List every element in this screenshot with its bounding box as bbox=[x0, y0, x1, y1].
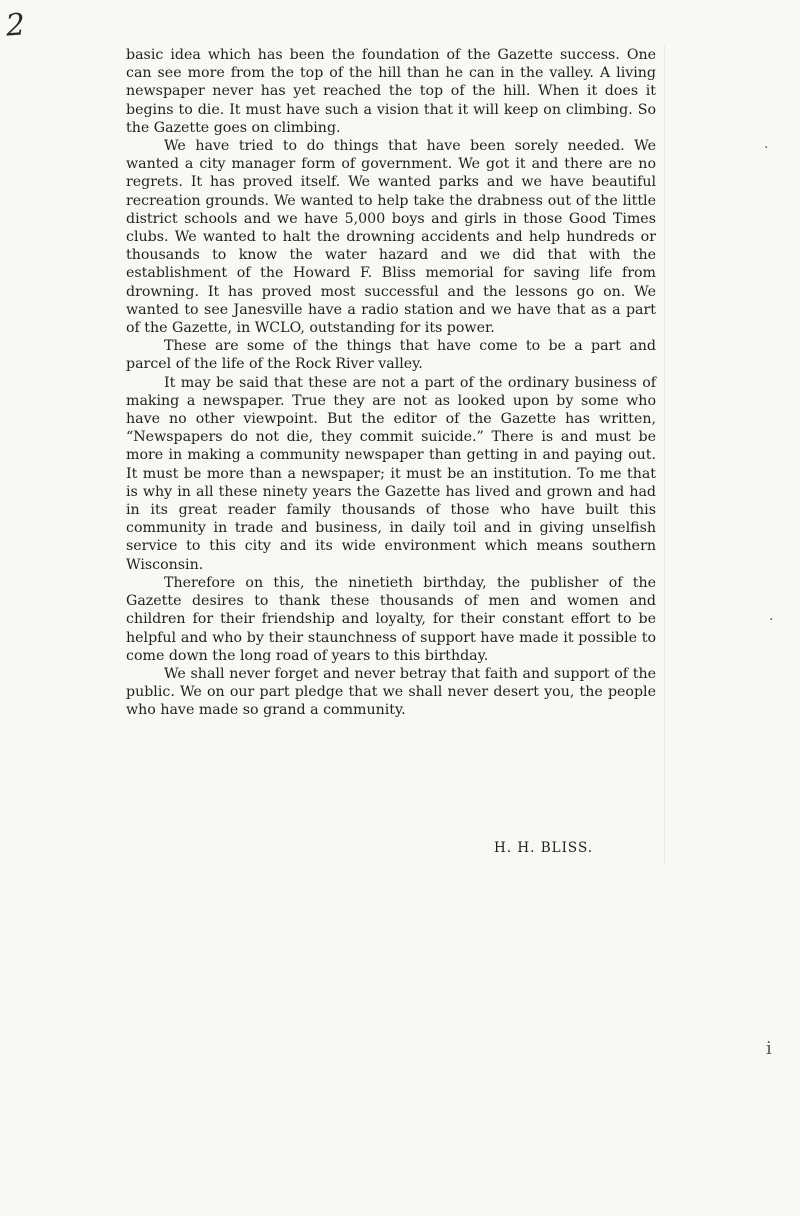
paragraph-1: basic idea which has been the foundation of the Gazette success. One can see more from the top of the hill than he can in the valley. A living newspaper never has yet reached the top of the hill. When it does it begins to die. It must have such a vision that it will keep on climbing. So the Gazette goes on climbing. bbox=[126, 47, 656, 136]
paragraph-3: These are some of the things that have come to be a part and parcel of the life of the Rock River valley. bbox=[126, 338, 656, 373]
letter-body bbox=[126, 46, 656, 720]
signature: H. H. BLISS. bbox=[494, 840, 593, 856]
scan-speck: ⅰ bbox=[766, 1038, 772, 1059]
paragraph-2: We have tried to do things that have been sorely needed. We wanted a city manager form of government. We got it and there are no regrets. It has proved itself. We wanted parks and we have beautiful recreation grounds. We wanted to help take the drabness out of the little district schools and we have 5,000 boys and girls in those Good Times clubs. We wanted to halt the drowning accidents and help hundreds or thousands to know the water hazard and we did that with the establishment of the Howard F. Bliss memorial for saving life from drowning. It has proved most successful and the lessons go on. We wanted to see Janesville have a radio station and we have that as a part of the Gazette, in WCLO, outstanding for its power. bbox=[126, 138, 656, 337]
page-number: 2 bbox=[4, 7, 27, 44]
scan-speck: · bbox=[764, 140, 769, 156]
paragraph-6: We shall never forget and never betray that faith and support of the public. We on our part pledge that we shall never desert you, the people who have made so grand a community. bbox=[126, 665, 656, 719]
paragraph-4: It may be said that these are not a part of the ordinary business of making a newspaper. True they are not as looked upon by some who have no other viewpoint. But the editor of the Gazette has written, “Newspapers do not die, they commit suicide.” There is and must be more in making a community newspaper than getting in and paying out. It must be more than a newspaper; it must be an institution. To me that is why in all these ninety years the Gazette has lived and grown and had in its great reader family thousands of those who have built this community in trade and business, in daily toil and in giving unselfish service to this city and its wide environment which means southern Wisconsin. bbox=[126, 374, 656, 573]
scan-speck: · bbox=[769, 612, 774, 628]
paragraph-5: Therefore on this, the ninetieth birthday, the publisher of the Gazette desires to thank these thousands of men and women and children for their friendship and loyalty, for their constant effort to be helpful and who by their staunchness of support have made it possible to come down the long road of years to this birthday. bbox=[126, 574, 656, 664]
